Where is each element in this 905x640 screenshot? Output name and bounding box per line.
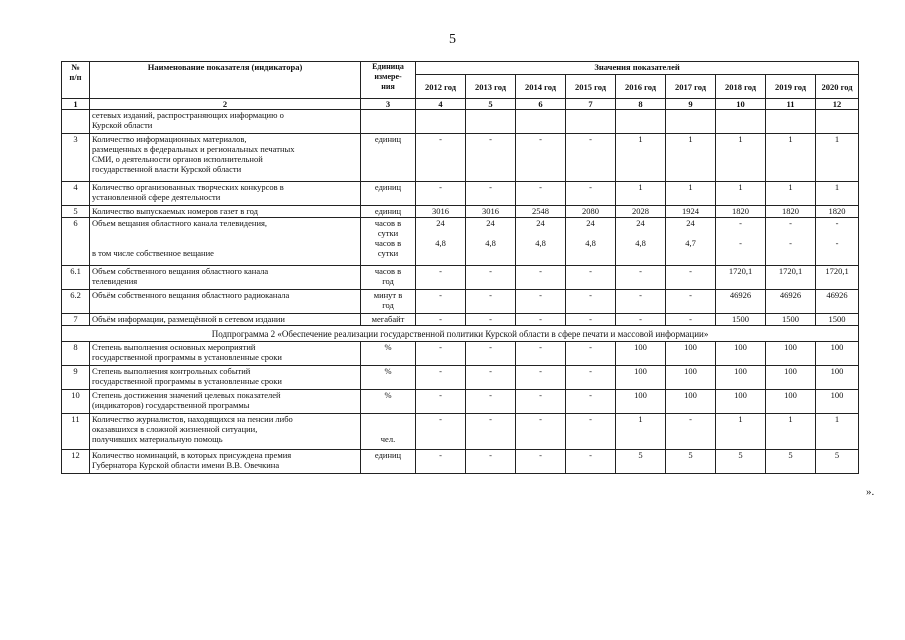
value-cell: 1	[716, 182, 766, 206]
value-cell: 46926	[766, 290, 816, 314]
header-year: 2016 год	[616, 75, 666, 99]
indicator-name: Объём информации, размещённой в сетевом издании	[90, 314, 361, 326]
value-cell: -	[416, 366, 466, 390]
value-cell: -	[466, 342, 516, 366]
value-cell: 1	[666, 182, 716, 206]
column-number: 5	[466, 99, 516, 110]
value-cell: 100	[766, 390, 816, 414]
table-row	[62, 366, 859, 390]
value-cell	[816, 110, 859, 134]
value-cell	[616, 110, 666, 134]
table-row	[62, 390, 859, 414]
value-cell: -	[516, 342, 566, 366]
value-cell: 1500	[816, 314, 859, 326]
row-number: 3	[62, 134, 90, 182]
value-cell: -	[666, 290, 716, 314]
unit-cell: %	[361, 390, 416, 414]
value-cell: 24 4,8	[516, 218, 566, 266]
value-cell: 1	[616, 182, 666, 206]
value-cell: 5	[766, 450, 816, 474]
row-number: 9	[62, 366, 90, 390]
column-number: 3	[361, 99, 416, 110]
value-cell: 24 4,7	[666, 218, 716, 266]
value-cell: 1	[816, 182, 859, 206]
row-number: 11	[62, 414, 90, 450]
value-cell: 1820	[716, 206, 766, 218]
value-cell: - -	[766, 218, 816, 266]
indicator-name: сетевых изданий, распространяющих информацию о Курской области	[90, 110, 361, 134]
value-cell: -	[516, 314, 566, 326]
value-cell: 24 4,8	[566, 218, 616, 266]
header-year: 2013 год	[466, 75, 516, 99]
row-number: 6	[62, 218, 90, 266]
value-cell: -	[566, 450, 616, 474]
value-cell: -	[466, 134, 516, 182]
value-cell: 24 4,8	[616, 218, 666, 266]
value-cell: 1	[616, 414, 666, 450]
unit-cell: чел.	[361, 414, 416, 450]
table-row	[62, 182, 859, 206]
value-cell: -	[416, 390, 466, 414]
header-year: 2018 год	[716, 75, 766, 99]
value-cell: 5	[616, 450, 666, 474]
table-row	[62, 110, 859, 134]
value-cell: 5	[816, 450, 859, 474]
value-cell: 100	[816, 366, 859, 390]
value-cell: -	[666, 266, 716, 290]
column-number: 11	[766, 99, 816, 110]
table-row	[62, 290, 859, 314]
column-number: 12	[816, 99, 859, 110]
indicator-name: Количество информационных материалов, размещенных в федеральных и региональных печатных СМИ, о деятельности органов исполнительной государственной власти Курской области	[90, 134, 361, 182]
value-cell: -	[566, 366, 616, 390]
value-cell: -	[466, 366, 516, 390]
value-cell: -	[566, 290, 616, 314]
value-cell: 100	[716, 366, 766, 390]
value-cell: 1820	[816, 206, 859, 218]
column-number: 2	[90, 99, 361, 110]
value-cell: 5	[716, 450, 766, 474]
value-cell: -	[666, 314, 716, 326]
indicator-name: Объем собственного вещания областного канала телевидения	[90, 266, 361, 290]
value-cell	[416, 110, 466, 134]
value-cell: 100	[816, 390, 859, 414]
value-cell: -	[416, 182, 466, 206]
header-year: 2020 год	[816, 75, 859, 99]
value-cell: 100	[666, 390, 716, 414]
header-name: Наименование показателя (индикатора)	[90, 62, 361, 99]
value-cell: 1720,1	[816, 266, 859, 290]
value-cell: 1820	[766, 206, 816, 218]
value-cell: 1500	[766, 314, 816, 326]
value-cell: 100	[616, 390, 666, 414]
table-row	[62, 414, 859, 450]
value-cell: -	[616, 314, 666, 326]
value-cell: -	[566, 414, 616, 450]
column-number: 6	[516, 99, 566, 110]
value-cell: 1924	[666, 206, 716, 218]
column-number: 4	[416, 99, 466, 110]
value-cell: 100	[616, 342, 666, 366]
value-cell: 1	[816, 414, 859, 450]
value-cell: 2080	[566, 206, 616, 218]
row-number: 6.1	[62, 266, 90, 290]
unit-cell: единиц	[361, 450, 416, 474]
indicator-name: Степень выполнения основных мероприятий государственной программы в установленные сроки	[90, 342, 361, 366]
unit-cell: минут в год	[361, 290, 416, 314]
value-cell: 24 4,8	[416, 218, 466, 266]
table-row	[62, 206, 859, 218]
table-row	[62, 450, 859, 474]
value-cell: -	[466, 390, 516, 414]
value-cell: 1	[766, 182, 816, 206]
table-row	[62, 266, 859, 290]
value-cell	[516, 110, 566, 134]
value-cell	[466, 110, 516, 134]
table-row	[62, 342, 859, 366]
value-cell: 100	[716, 342, 766, 366]
value-cell: 24 4,8	[466, 218, 516, 266]
value-cell: 1	[716, 414, 766, 450]
header-num: № п/п	[62, 62, 90, 99]
unit-cell	[361, 110, 416, 134]
value-cell: -	[566, 134, 616, 182]
value-cell: -	[566, 266, 616, 290]
unit-cell: часов в сутки часов в сутки	[361, 218, 416, 266]
indicator-name: Степень выполнения контрольных событий государственной программы в установленные сроки	[90, 366, 361, 390]
value-cell: 1	[766, 414, 816, 450]
value-cell: -	[516, 290, 566, 314]
header-unit: Единица измере- ния	[361, 62, 416, 99]
row-number: 6.2	[62, 290, 90, 314]
value-cell: -	[466, 182, 516, 206]
table-row	[62, 218, 859, 266]
indicator-name: Объём собственного вещания областного радиоканала	[90, 290, 361, 314]
indicator-name: Количество номинаций, в которых присуждена премия Губернатора Курской области имени В.В. Овечкина	[90, 450, 361, 474]
value-cell: 3016	[416, 206, 466, 218]
indicator-name: Количество выпускаемых номеров газет в год	[90, 206, 361, 218]
header-year: 2014 год	[516, 75, 566, 99]
page-number: 5	[449, 32, 456, 47]
unit-cell: %	[361, 366, 416, 390]
indicator-name: Количество организованных творческих конкурсов в установленной сфере деятельности	[90, 182, 361, 206]
value-cell: -	[416, 450, 466, 474]
subprogram-heading: Подпрограмма 2 «Обеспечение реализации государственной политики Курской области в сфере печати и массовой информации»	[62, 326, 859, 342]
value-cell	[566, 110, 616, 134]
column-number: 8	[616, 99, 666, 110]
value-cell: 1	[666, 134, 716, 182]
value-cell: 100	[666, 342, 716, 366]
value-cell: 3016	[466, 206, 516, 218]
indicator-name: Степень достижения значений целевых показателей (индикаторов) государственной программы	[90, 390, 361, 414]
value-cell: 2548	[516, 206, 566, 218]
indicator-name: Количество журналистов, находящихся на пенсии либо оказавшихся в сложной жизненной ситуации, получивших материальную помощь	[90, 414, 361, 450]
header-year: 2015 год	[566, 75, 616, 99]
value-cell: 1	[816, 134, 859, 182]
value-cell	[716, 110, 766, 134]
value-cell: 1	[716, 134, 766, 182]
column-number: 1	[62, 99, 90, 110]
value-cell	[666, 110, 716, 134]
table-row	[62, 314, 859, 326]
value-cell: -	[616, 290, 666, 314]
unit-cell: мегабайт	[361, 314, 416, 326]
value-cell: -	[466, 266, 516, 290]
value-cell: 2028	[616, 206, 666, 218]
indicator-name: Объем вещания областного канала телевидения, в том числе собственное вещание	[90, 218, 361, 266]
table-row	[62, 134, 859, 182]
row-number: 10	[62, 390, 90, 414]
value-cell: 1720,1	[766, 266, 816, 290]
row-number: 12	[62, 450, 90, 474]
value-cell: -	[416, 414, 466, 450]
value-cell: -	[566, 314, 616, 326]
value-cell: 100	[616, 366, 666, 390]
header-values-title: Значения показателей	[416, 62, 859, 75]
column-number: 10	[716, 99, 766, 110]
value-cell: 46926	[816, 290, 859, 314]
value-cell: -	[516, 450, 566, 474]
value-cell: -	[416, 290, 466, 314]
unit-cell: единиц	[361, 206, 416, 218]
header-year: 2019 год	[766, 75, 816, 99]
value-cell: -	[416, 266, 466, 290]
column-numbers-row	[62, 99, 859, 110]
value-cell: -	[416, 134, 466, 182]
value-cell: -	[566, 182, 616, 206]
value-cell: 100	[666, 366, 716, 390]
value-cell: 1720,1	[716, 266, 766, 290]
value-cell	[766, 110, 816, 134]
value-cell: - -	[716, 218, 766, 266]
unit-cell: часов в год	[361, 266, 416, 290]
unit-cell: единиц	[361, 134, 416, 182]
header-year: 2012 год	[416, 75, 466, 99]
row-number: 5	[62, 206, 90, 218]
value-cell: - -	[816, 218, 859, 266]
column-number: 7	[566, 99, 616, 110]
value-cell: 100	[816, 342, 859, 366]
value-cell: -	[516, 390, 566, 414]
value-cell: -	[466, 414, 516, 450]
column-number: 9	[666, 99, 716, 110]
value-cell: 5	[666, 450, 716, 474]
row-number	[62, 110, 90, 134]
value-cell: 100	[766, 366, 816, 390]
closing-quote: ».	[866, 486, 875, 498]
value-cell: -	[516, 266, 566, 290]
row-number: 4	[62, 182, 90, 206]
value-cell: 1	[616, 134, 666, 182]
value-cell: -	[516, 414, 566, 450]
value-cell: 100	[766, 342, 816, 366]
row-number: 8	[62, 342, 90, 366]
value-cell: -	[616, 266, 666, 290]
row-number: 7	[62, 314, 90, 326]
value-cell: -	[666, 414, 716, 450]
value-cell: -	[466, 290, 516, 314]
value-cell: -	[466, 450, 516, 474]
value-cell: 1	[766, 134, 816, 182]
unit-cell: %	[361, 342, 416, 366]
value-cell: -	[466, 314, 516, 326]
value-cell: 100	[716, 390, 766, 414]
header-year: 2017 год	[666, 75, 716, 99]
value-cell: -	[416, 314, 466, 326]
value-cell: -	[566, 342, 616, 366]
value-cell: -	[566, 390, 616, 414]
value-cell: -	[516, 366, 566, 390]
value-cell: -	[516, 134, 566, 182]
value-cell: -	[516, 182, 566, 206]
value-cell: 1500	[716, 314, 766, 326]
value-cell: -	[416, 342, 466, 366]
unit-cell: единиц	[361, 182, 416, 206]
value-cell: 46926	[716, 290, 766, 314]
indicators-table	[61, 61, 859, 474]
